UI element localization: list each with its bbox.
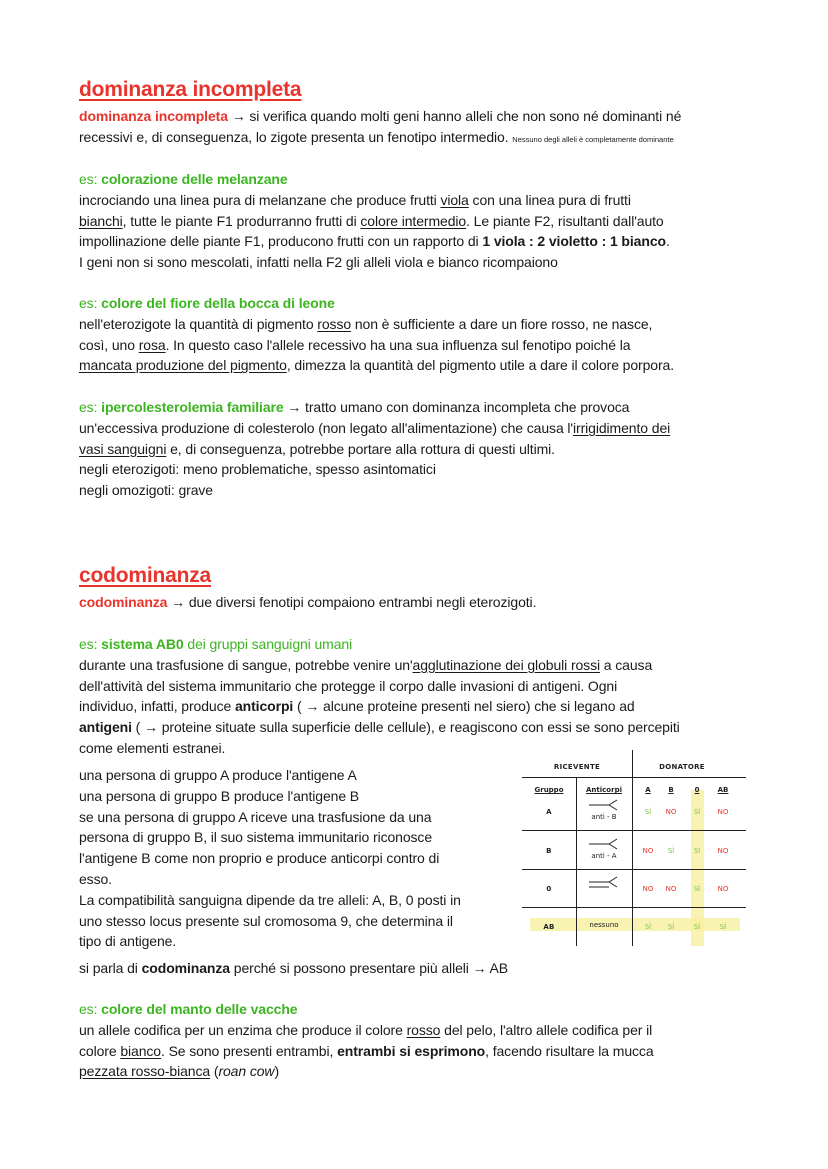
example-sistema-ab0 (79, 634, 680, 759)
antibodies-column-header: Anticorpi (586, 786, 622, 794)
text-segment: impollinazione delle piante F1, producono frutti con un rapporto di (79, 233, 483, 250)
section-title-codominanza: codominanza (79, 564, 211, 587)
blood-group-label: A (546, 808, 552, 816)
compatibility-value: NO (665, 808, 677, 816)
text-line (79, 765, 461, 786)
text-line (79, 890, 461, 911)
divider (576, 778, 577, 946)
text-line (79, 211, 670, 232)
text-segment: → tratto umano con dominanza incompleta che provoca (283, 399, 630, 415)
compatibility-value: NO (665, 885, 677, 893)
compatibility-value: SÌ (644, 808, 652, 816)
compatibility-value: SÌ (693, 923, 701, 931)
antibody-label: anti - B (591, 813, 617, 821)
text-line (79, 335, 674, 356)
section-title-dominanza-incompleta: dominanza incompleta (79, 78, 302, 101)
text-segment: a causa (600, 656, 653, 673)
text-segment: tipo di antigene. (79, 933, 177, 950)
text-segment: codominanza (79, 594, 168, 610)
text-segment: persona di gruppo B, il suo sistema immunitario riconosce (79, 829, 433, 846)
text-segment: → si verifica quando molti geni hanno alleli che non sono né dominanti né (227, 108, 682, 124)
text-segment: ipercolesterolemia familiare (101, 399, 284, 415)
compatibility-value: NO (717, 808, 729, 816)
text-segment: durante una trasfusione di sangue, potrebbe venire un' (79, 656, 413, 673)
text-segment: rosso (406, 1021, 441, 1038)
text-segment: rosso (317, 315, 352, 332)
text-segment: es: (79, 399, 102, 415)
text-line (79, 958, 508, 979)
text-segment: ( (210, 1063, 219, 1080)
text-line (79, 999, 654, 1020)
text-segment: . (665, 233, 670, 250)
antibody-icon (587, 875, 621, 891)
text-segment: individuo, infatti, produce (79, 698, 235, 715)
text-line (79, 293, 674, 314)
text-segment: colore del fiore della bocca di leone (101, 295, 335, 311)
text-line (79, 1041, 654, 1062)
blood-group-label: B (546, 847, 552, 855)
text-segment: ) (274, 1063, 280, 1080)
text-line (79, 717, 680, 738)
compatibility-value: NO (642, 847, 654, 855)
text-line (79, 869, 461, 890)
text-line (79, 127, 681, 151)
text-segment: rosa (138, 336, 166, 353)
text-segment: bianco (120, 1042, 161, 1059)
text-segment: negli eterozigoti: meno problematiche, spesso asintomatici (79, 461, 436, 478)
text-segment: come elementi estranei. (79, 739, 226, 756)
donor-column-header: AB (717, 786, 729, 794)
antibody-icon (587, 798, 621, 814)
text-segment: colore (79, 1042, 121, 1059)
text-segment: codominanza (141, 960, 230, 976)
compatibility-value: SÌ (644, 923, 652, 931)
antibody-label: anti - A (591, 852, 617, 860)
group-column-header: Gruppo (534, 786, 564, 794)
text-segment: pezzata rosso-bianca (79, 1063, 211, 1080)
antibody-icon (587, 837, 621, 853)
text-segment: esso. (79, 870, 112, 887)
text-segment: I geni non si sono mescolati, infatti nella F2 gli alleli viola e bianco ricompaiono (79, 254, 558, 271)
example-ipercolesterolemia (79, 397, 670, 501)
text-line (79, 931, 461, 952)
text-segment: . Se sono presenti entrambi, (160, 1042, 338, 1059)
text-segment: es: (79, 1001, 102, 1017)
text-segment: con una linea pura di frutti (468, 191, 631, 208)
text-line (79, 592, 536, 613)
text-segment: nell'eterozigote la quantità di pigmento (79, 315, 318, 332)
text-segment: sistema AB0 (101, 636, 184, 652)
compatibility-value: SÌ (693, 885, 701, 893)
text-line (79, 439, 670, 460)
text-segment: 1 viola : 2 violetto : 1 bianco (482, 233, 666, 250)
text-segment: colore del manto delle vacche (101, 1001, 298, 1017)
compatibility-value: SÌ (719, 923, 727, 931)
text-segment: così, uno (79, 336, 139, 353)
text-segment: colorazione delle melanzane (101, 171, 288, 187)
example-vacche (79, 999, 654, 1082)
text-segment: negli omozigoti: grave (79, 482, 213, 499)
donor-header: DONATORE (659, 763, 705, 771)
text-line (79, 106, 681, 127)
text-segment: l'antigene B come non proprio e produce anticorpi contro di (79, 850, 440, 867)
text-segment: → due diversi fenotipi compaiono entrambi negli eterozigoti. (167, 594, 537, 610)
text-line (79, 848, 461, 869)
text-segment: vasi sanguigni (79, 440, 167, 457)
text-segment: mancata produzione del pigmento (79, 357, 287, 374)
text-line (79, 696, 680, 717)
text-segment: es: (79, 295, 102, 311)
text-segment: colore intermedio (360, 212, 467, 229)
divider (522, 907, 746, 908)
text-line (79, 1061, 654, 1082)
text-segment: Nessuno degli alleli è completamente dominante (512, 134, 674, 144)
compatibility-value: SÌ (667, 847, 675, 855)
text-line (79, 169, 670, 190)
text-segment: agglutinazione dei globuli rossi (412, 656, 600, 673)
text-line (79, 655, 680, 676)
ab0-explanation (79, 765, 461, 952)
compatibility-value: SÌ (693, 808, 701, 816)
text-segment: ( → proteine situate sulla superficie delle cellule), e reagiscono con essi se sono percepiti (131, 719, 680, 736)
text-line (79, 634, 680, 655)
compatibility-value: SÌ (693, 847, 701, 855)
text-line (79, 314, 674, 335)
blood-group-label: AB (543, 923, 555, 931)
example-bocca-di-leone (79, 293, 674, 376)
donor-column-header: B (668, 786, 674, 794)
compatibility-value: NO (717, 847, 729, 855)
compatibility-value: NO (642, 885, 654, 893)
text-segment: non è sufficiente a dare un fiore rosso, ne nasce, (351, 315, 653, 332)
compatibility-value: NO (717, 885, 729, 893)
divider (522, 777, 746, 778)
text-line (79, 676, 680, 697)
text-segment: se una persona di gruppo A riceve una trasfusione da una (79, 808, 432, 825)
blood-group-label: 0 (546, 885, 552, 893)
text-segment: si parla di (79, 960, 142, 976)
recipient-header: RICEVENTE (553, 763, 601, 771)
text-segment: incrociando una linea pura di melanzane che produce frutti (79, 191, 441, 208)
text-segment: del pelo, l'altro allele codifica per il (440, 1021, 653, 1038)
text-line (79, 827, 461, 848)
text-line (79, 190, 670, 211)
text-line (79, 1020, 654, 1041)
text-segment: una persona di gruppo B produce l'antigene B (79, 787, 360, 804)
text-segment: una persona di gruppo A produce l'antigene A (79, 767, 357, 783)
text-segment: un'eccessiva produzione di colesterolo (non legato all'alimentazione) che causa l' (79, 419, 574, 436)
text-segment: , facendo risultare la mucca (485, 1042, 654, 1059)
text-line (79, 252, 670, 273)
text-segment: antigeni (79, 719, 132, 736)
text-segment: entrambi si esprimono (337, 1042, 486, 1059)
text-line (79, 231, 670, 252)
text-line (79, 480, 670, 501)
example-melanzane (79, 169, 670, 273)
definition-dominanza-incompleta (79, 106, 681, 151)
text-segment: anticorpi (234, 698, 294, 715)
codominanza-note (79, 958, 508, 979)
antibody-label: nessuno (589, 921, 619, 929)
text-segment: , dimezza la quantità del pigmento utile a dare il colore porpora. (286, 357, 675, 374)
text-line (79, 786, 461, 807)
blood-compatibility-table (522, 750, 746, 946)
text-line (79, 355, 674, 376)
text-line (79, 397, 670, 418)
text-segment: ( → alcune proteine presenti nel siero) che si legano ad (293, 698, 635, 715)
text-segment: e, di conseguenza, potrebbe portare alla rottura di questi ultimi. (166, 440, 555, 457)
text-segment: dei gruppi sanguigni umani (183, 636, 353, 652)
text-segment: . Le piante F2, risultanti dall'auto (466, 212, 664, 229)
divider (522, 830, 746, 831)
text-segment: viola (440, 191, 469, 208)
text-segment: bianchi (79, 212, 123, 229)
text-segment: es: (79, 171, 102, 187)
text-line (79, 418, 670, 439)
compatibility-value: SÌ (667, 923, 675, 931)
text-line (79, 911, 461, 932)
text-line (79, 807, 461, 828)
text-segment: recessivi e, di conseguenza, lo zigote presenta un fenotipo intermedio. (79, 128, 513, 145)
text-segment: La compatibilità sanguigna dipende da tre alleli: A, B, 0 posti in (79, 891, 461, 908)
highlight-row-ab (530, 918, 740, 931)
text-segment: dell'attività del sistema immunitario che protegge il corpo dalle invasioni di antigeni. Ogni (79, 677, 618, 694)
text-segment: , tutte le piante F1 produrranno frutti di (122, 212, 361, 229)
text-segment: roan cow (218, 1063, 275, 1080)
text-segment: . In questo caso l'allele recessivo ha una sua influenza sul fenotipo poiché la (165, 336, 631, 353)
text-segment: uno stesso locus presente sul cromosoma 9, che determina il (79, 912, 453, 929)
text-segment: dominanza incompleta (79, 108, 228, 124)
definition-codominanza (79, 592, 536, 613)
divider (632, 750, 633, 946)
text-segment: un allele codifica per un enzima che produce il colore (79, 1021, 407, 1038)
text-line (79, 459, 670, 480)
donor-column-header: A (645, 786, 651, 794)
text-segment: perché si possono presentare più alleli → AB (229, 960, 508, 976)
donor-column-header: 0 (694, 786, 700, 794)
divider (522, 869, 746, 870)
text-segment: irrigidimento dei (573, 419, 671, 436)
text-segment: es: (79, 636, 102, 652)
